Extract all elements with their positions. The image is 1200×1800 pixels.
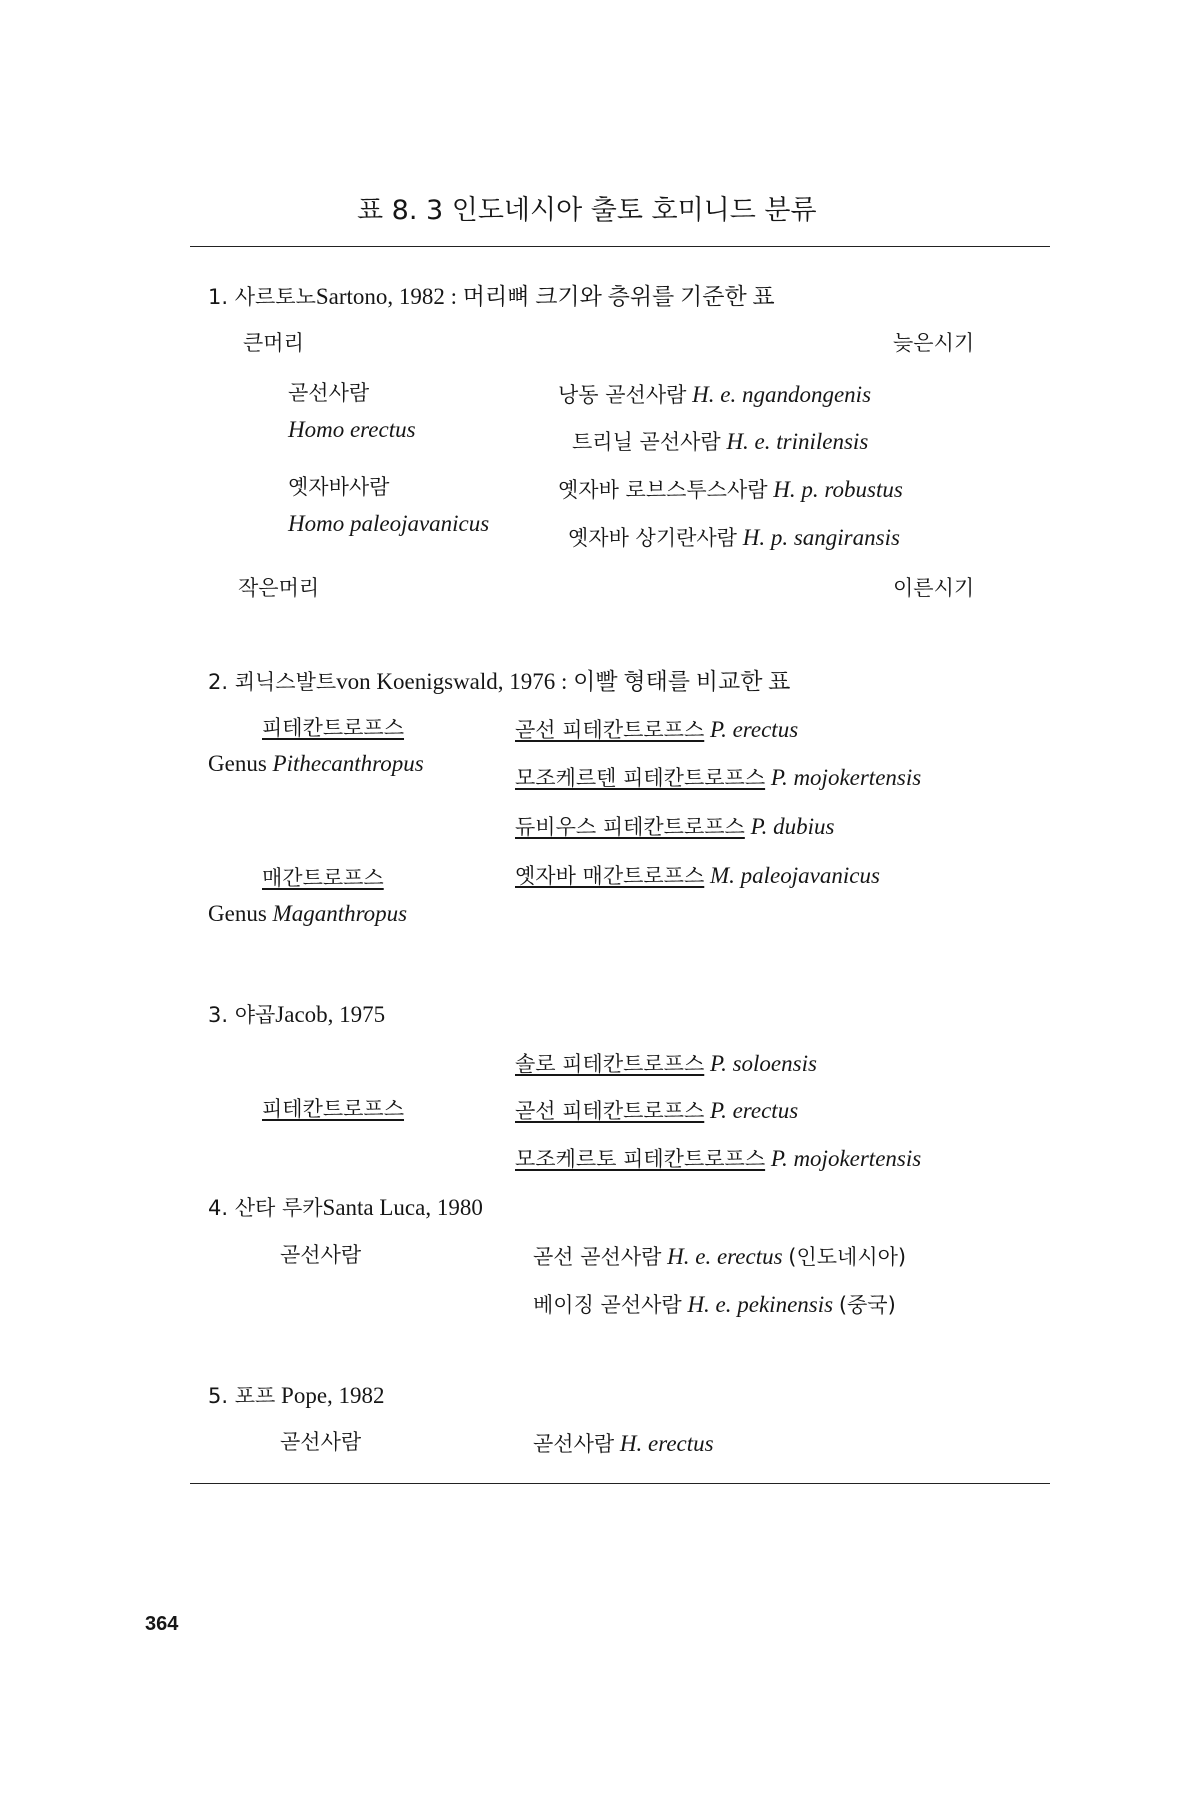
s1-early-period: 이른시기	[893, 576, 975, 600]
s1-group1-kr: 곧선사람	[288, 381, 370, 405]
s4-group1-kr: 곧선사람	[280, 1243, 362, 1267]
s1-row1: 낭동 곧선사람 H. e. ngandongenis	[558, 382, 872, 407]
top-rule	[190, 246, 1050, 247]
s2-row2: 모조케르텐 피테칸트로프스 P. mojokertensis	[515, 765, 922, 790]
s3-group1-kr: 피테칸트로프스	[262, 1097, 405, 1121]
s5-row1: 곧선사람 H. erectus	[533, 1431, 714, 1456]
s1-group1-latin: Homo erectus	[288, 417, 416, 442]
section-3-heading: 3. 야곱Jacob, 1975	[208, 1002, 386, 1027]
section-1-heading: 1. 사르토노Sartono, 1982 : 머리뼈 크기와 층위를 기준한 표	[208, 284, 775, 309]
s3-row2: 곧선 피테칸트로프스 P. erectus	[515, 1098, 799, 1123]
section-4-heading: 4. 산타 루카Santa Luca, 1980	[208, 1195, 483, 1220]
bottom-rule	[190, 1483, 1050, 1484]
s2-row3: 듀비우스 피테칸트로프스 P. dubius	[515, 814, 835, 839]
s5-group1-kr: 곧선사람	[280, 1430, 362, 1454]
s1-late-period: 늦은시기	[893, 331, 975, 355]
s1-row4: 옛자바 상기란사람 H. p. sangiransis	[568, 525, 900, 550]
s1-row2: 트리닐 곧선사람 H. e. trinilensis	[572, 429, 869, 454]
s1-row3: 옛자바 로브스투스사람 H. p. robustus	[558, 477, 903, 502]
s3-row1: 솔로 피테칸트로프스 P. soloensis	[515, 1051, 817, 1076]
s1-group2-latin: Homo paleojavanicus	[288, 511, 490, 536]
section-5-heading: 5. 포프 Pope, 1982	[208, 1383, 385, 1408]
s3-row3: 모조케르토 피테칸트로프스 P. mojokertensis	[515, 1146, 922, 1171]
s2-group1-kr: 피테칸트로프스	[262, 716, 405, 740]
s2-row1: 곧선 피테칸트로프스 P. erectus	[515, 717, 799, 742]
s2-group1-latin: Genus Pithecanthropus	[208, 751, 424, 776]
table-title: 표 8. 3 인도네시아 출토 호미니드 분류	[357, 195, 817, 226]
page-number: 364	[145, 1613, 179, 1635]
s2-group2-kr: 매간트로프스	[262, 866, 384, 890]
s4-row1: 곧선 곧선사람 H. e. erectus (인도네시아)	[533, 1244, 907, 1269]
s2-row4: 옛자바 매간트로프스 M. paleojavanicus	[515, 863, 880, 888]
s4-row2: 베이징 곧선사람 H. e. pekinensis (중국)	[533, 1292, 896, 1317]
s2-group2-latin: Genus Maganthropus	[208, 901, 408, 926]
s1-small-head: 작은머리	[238, 576, 320, 600]
s1-group2-kr: 옛자바사람	[288, 475, 390, 499]
section-2-heading: 2. 쾨닉스발트von Koenigswald, 1976 : 이빨 형태를 비교한 표	[208, 669, 791, 694]
s1-big-head: 큰머리	[243, 331, 304, 355]
